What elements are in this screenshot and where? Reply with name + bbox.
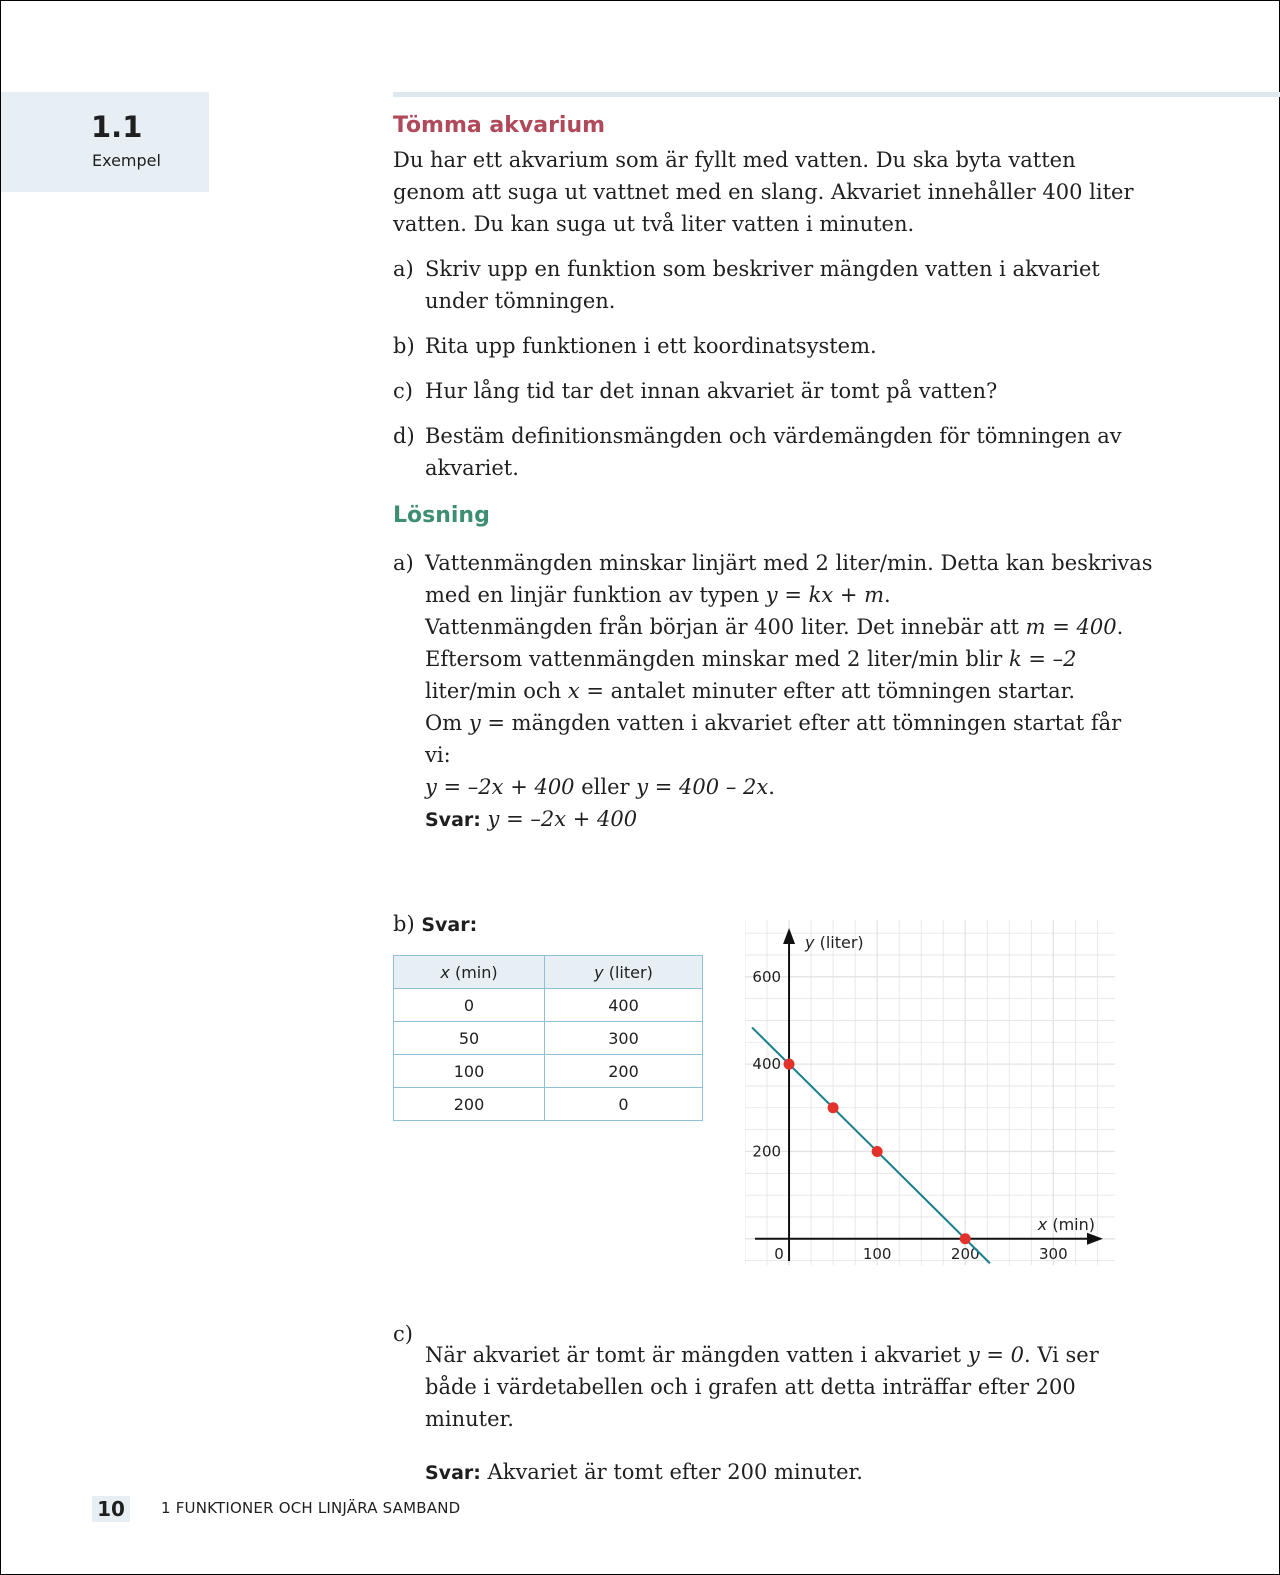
table-cell: 0: [394, 989, 545, 1022]
example-number: 1.1: [91, 110, 143, 144]
y-tick-label: 400: [752, 1055, 782, 1074]
answer-label: Svar:: [421, 914, 478, 936]
top-rule: [393, 92, 1280, 97]
table-header-row: [394, 956, 703, 989]
solution-a-paragraph-2: Vattenmängden från början är 400 liter. Det innebär att m = 400.: [425, 615, 1124, 639]
answer-label: Svar:: [425, 1462, 481, 1484]
solution-c-paragraph: När akvariet är tomt är mängden vatten i akvariet y = 0. Vi ser både i värdetabellen och i grafen att detta inträffar efter 200 minuter.: [425, 1343, 1099, 1431]
data-point: [872, 1146, 883, 1157]
question-label: b): [393, 334, 415, 358]
x-axis-arrow: [1087, 1233, 1103, 1245]
table-cell: 400: [545, 989, 703, 1022]
value-table: [393, 955, 703, 1121]
question-c: [393, 375, 1153, 407]
question-label: c): [393, 379, 413, 403]
question-text: Skriv upp en funktion som beskriver mängden vatten i akvariet under tömningen.: [425, 257, 1100, 313]
formula: y = kx + m: [765, 583, 885, 607]
solution-a-answer: [425, 803, 1153, 836]
main-content: [393, 108, 1153, 836]
question-d: [393, 420, 1153, 484]
table-row: [394, 1022, 703, 1055]
table-cell: 200: [545, 1055, 703, 1088]
question-text: Rita upp funktionen i ett koordinatsystem.: [425, 334, 877, 358]
table-row: [394, 989, 703, 1022]
solution-label: c): [393, 1322, 413, 1346]
data-point: [960, 1233, 971, 1244]
solution-a: [393, 547, 1153, 836]
table-header-x: x (min): [394, 956, 545, 989]
y-tick-label: 600: [752, 967, 782, 986]
formula: y = 0: [967, 1343, 1024, 1367]
x-tick-label: 100: [862, 1244, 892, 1263]
question-label: a): [393, 257, 414, 281]
solution-label: a): [393, 551, 414, 575]
table-cell: 0: [545, 1088, 703, 1121]
table-cell: 100: [394, 1055, 545, 1088]
formula: k = –2: [1008, 647, 1077, 671]
solution-a-paragraph-3: Eftersom vattenmängden minskar med 2 liter/min blir k = –2 liter/min och x = antalet minuter efter att tömningen startar.: [425, 647, 1077, 703]
question-text: Bestäm definitionsmängden och värdemängden för tömningen av akvariet.: [425, 424, 1122, 480]
page-number: 10: [92, 1496, 130, 1522]
chapter-title: 1 FUNKTIONER OCH LINJÄRA SAMBAND: [161, 1499, 461, 1517]
y-axis-arrow: [783, 928, 795, 944]
variable: y: [468, 711, 481, 735]
function-graph: [745, 920, 1115, 1265]
table-cell: 300: [545, 1022, 703, 1055]
table-cell: 50: [394, 1022, 545, 1055]
table-row: [394, 1055, 703, 1088]
data-point: [828, 1102, 839, 1113]
solution-b-label: b) Svar:: [393, 912, 478, 936]
formula: y = –2x + 400: [487, 807, 638, 831]
y-tick-label: 200: [752, 1142, 782, 1161]
example-label: Exempel: [92, 151, 161, 170]
x-axis-label: x (min): [1037, 1214, 1095, 1234]
formula: m = 400: [1025, 615, 1117, 639]
question-a: [393, 253, 1153, 317]
solution-heading: Lösning: [393, 503, 490, 528]
variable: x: [567, 679, 580, 703]
example-title: Tömma akvarium: [393, 113, 606, 138]
solution-a-paragraph-4: Om y = mängden vatten i akvariet efter att tömningen startat får vi:: [425, 711, 1122, 767]
intro-paragraph: Du har ett akvarium som är fyllt med vatten. Du ska byta vatten genom att suga ut vattnet med en slang. Akvariet innehåller 400 liter vatten. Du kan suga ut två liter vatten i minuten.: [393, 148, 1134, 236]
table-cell: 200: [394, 1088, 545, 1121]
y-axis-label: y (liter): [805, 933, 864, 952]
x-tick-label: 200: [950, 1244, 980, 1263]
x-tick-label: 0: [774, 1244, 784, 1263]
question-b: [393, 330, 1153, 362]
solution-c: [393, 1318, 1153, 1510]
table-row: [394, 1088, 703, 1121]
solution-a-paragraph-1: Vattenmängden minskar linjärt med 2 liter/min. Detta kan beskrivas med en linjär funktion av typen y = kx + m.: [425, 551, 1153, 607]
table-header-y: y (liter): [545, 956, 703, 989]
answer-label: Svar:: [425, 809, 481, 831]
question-label: d): [393, 424, 415, 448]
solution-c-answer: Svar: Akvariet är tomt efter 200 minuter.: [425, 1460, 863, 1484]
formula: y = –2x + 400: [425, 775, 575, 799]
data-point: [784, 1059, 795, 1070]
question-text: Hur lång tid tar det innan akvariet är tomt på vatten?: [425, 379, 998, 403]
x-tick-label: 300: [1039, 1244, 1068, 1263]
solution-a-paragraph-5: y = –2x + 400 eller y = 400 – 2x.: [425, 775, 775, 799]
formula: y = 400 – 2x: [636, 775, 769, 799]
